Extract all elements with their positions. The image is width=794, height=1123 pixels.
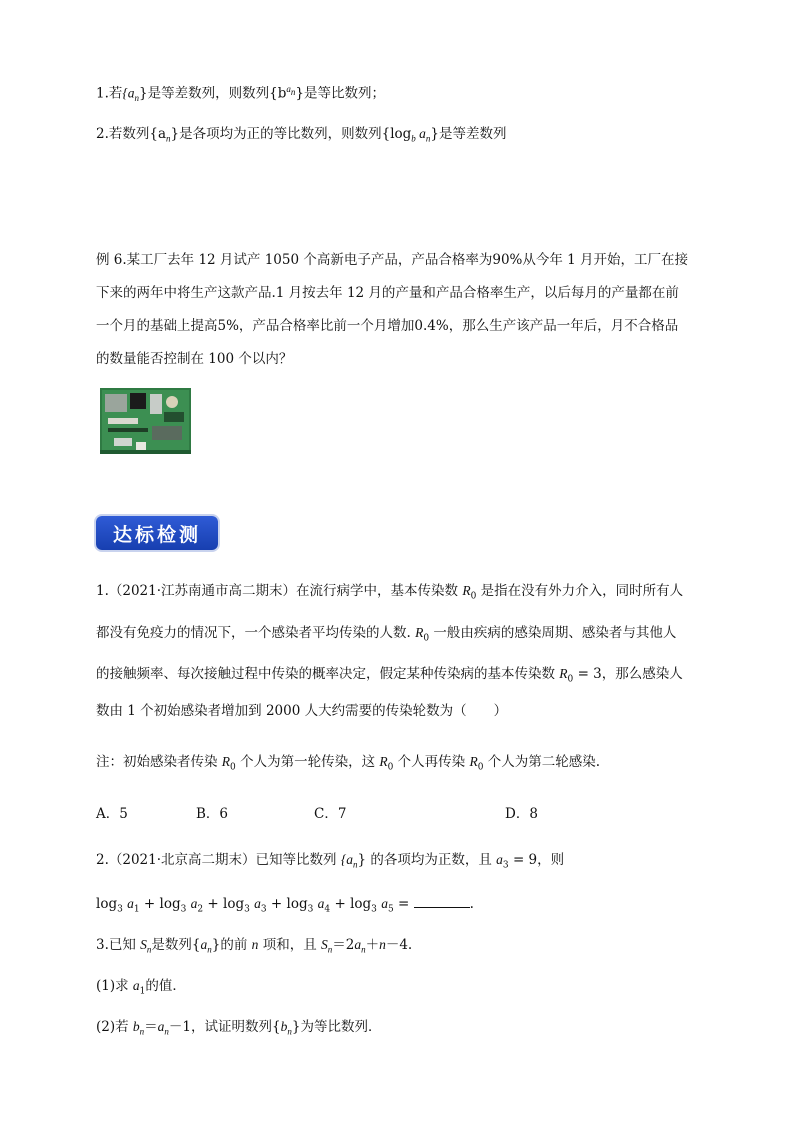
note-line-2: 2.若数列$\{a_n\}$是各项均为正的等比数列，则数列{$\log_b$ $a_n$}是等差数列 (96, 126, 507, 144)
q1-line-1: 1.（2021·江苏南通市高二期末）在流行病学中，基本传染数 $R_0$ 是指在没有外力介入，同时所有人 (96, 583, 684, 602)
q1-line-4: 数由 1 个初始感染者增加到 2000 人大约需要的传染轮数为（ ） (96, 703, 508, 719)
example6-line-4: 的数量能否控制在 100 个以内？ (96, 351, 293, 367)
circuit-board-image (100, 388, 191, 454)
q2-formula: $\log_3 a_1 + \log_3 a_2 + \log_3 a_3 + \log_3 a_4 + \log_3 a_5$ = . (96, 893, 474, 920)
note-line-1: 1.若$\{a_n\}$是等差数列，则数列$\{b^{a_n}\}$是等比数列； (96, 84, 385, 104)
q3-part-1: (1)求 $a_1$的值． (96, 978, 186, 997)
example6-line-3: 一个月的基础上提高5%，产品合格率比前一个月增加0.4%，那么生产该产品一年后，月不合格品 (96, 318, 679, 334)
q1-note: 注：初始感染者传染 $R_0$ 个人为第一轮传染，这 $R_0$ 个人再传染 $R_0$ 个人为第二轮感染. (96, 754, 601, 773)
q1-option-a[interactable]: A．5 (96, 806, 128, 822)
q2-line-1: 2.（2021·北京高二期末）已知等比数列 $\{a_n\}$ 的各项均为正数，且 $a_3 = 9$，则 (96, 852, 565, 871)
q1-option-b[interactable]: B．6 (196, 806, 229, 822)
example6-line-1: 例 6.某工厂去年 12 月试产 1050 个高新电子产品，产品合格率为90%从今年 1 月开始，工厂在接 (96, 252, 689, 268)
q3-line-1: 3.已知 $S_n$是数列$\{a_n\}$的前 n 项和，且 $S_n=2a_n+n-4$. (96, 937, 413, 955)
example6-line-2: 下来的两年中将生产这款产品.1 月按去年 12 月的产量和产品合格率生产，以后每月的产量都在前 (96, 285, 679, 301)
q1-option-d[interactable]: D．8 (505, 806, 538, 822)
q1-option-c[interactable]: C．7 (314, 806, 347, 822)
answer-blank[interactable] (414, 893, 470, 908)
q1-line-3: 的接触频率、每次接触过程中传染的概率决定，假定某种传染病的基本传染数 $R_0 = 3$，那么感染人 (96, 666, 683, 685)
section-badge: 达标检测 (96, 516, 218, 550)
q1-line-2: 都没有免疫力的情况下，一个感染者平均传染的人数. $R_0$ 一般由疾病的感染周期、感染者与其他人 (96, 625, 677, 644)
q3-part-2: (2)若 $b_n=a_n-1$，试证明数列$\{b_n\}$为等比数列． (96, 1019, 382, 1037)
